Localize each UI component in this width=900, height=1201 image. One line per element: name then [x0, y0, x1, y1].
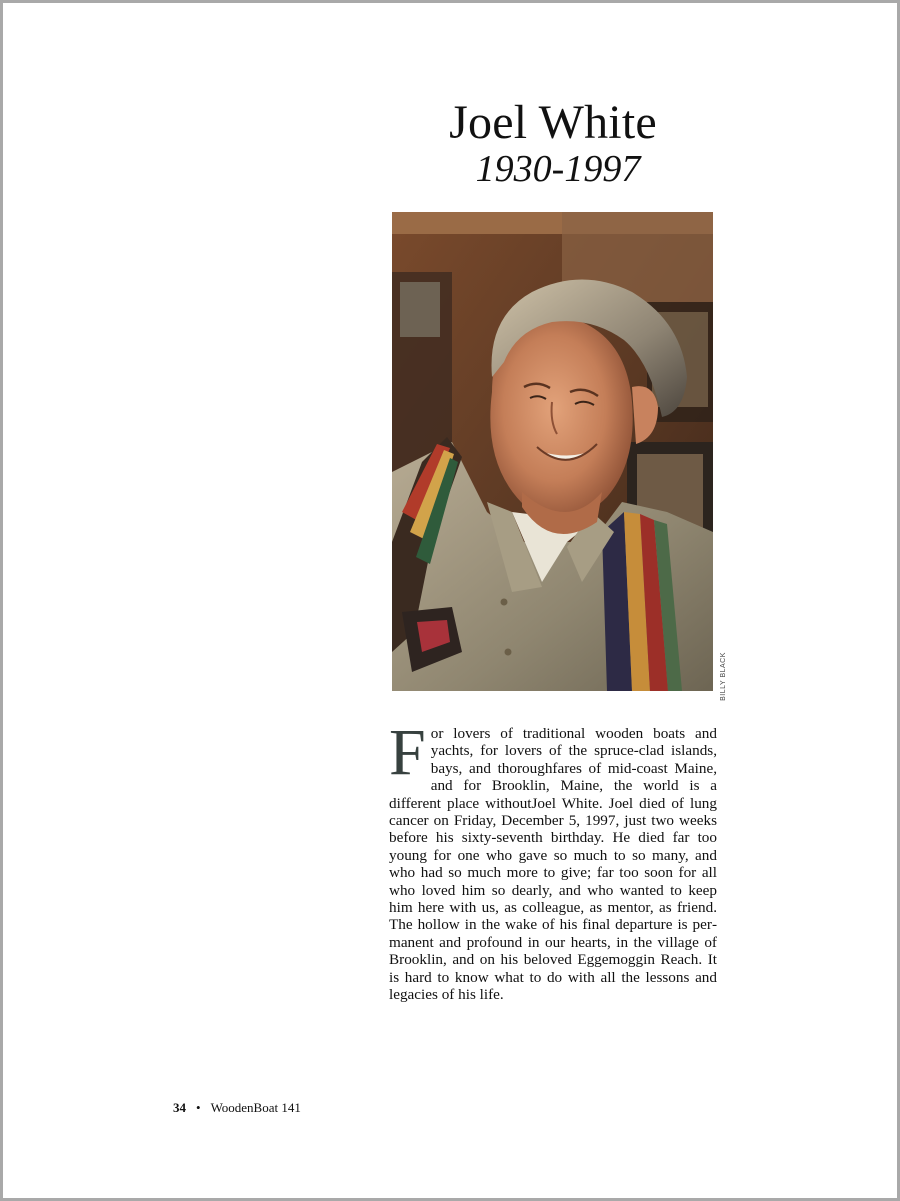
life-dates: 1930-1997: [475, 148, 641, 190]
article-text: or lovers of traditional wooden boats and yachts, for lovers of the spruce-clad islands, bays, and thoroughfares of mid-coast Maine, and for Brooklin, Maine, the world is a different place withoutJoel White. Joel died of lung cancer on Friday, December 5, 1997, just two weeks before his sixty-seventh birthday. He died far too young for one who gave so much to so many, and who had so much more to give; far too soon for all who loved him so dearly, and who wanted to keep him here with us, as colleague, as mentor, as friend. The hollow in the wake of his final departure is permanent and profound in our hearts, in the village of Brooklin, and on his beloved Eggemoggin Reach. It is hard to know what to do with all the lessons and legacies of his life.: [389, 725, 717, 1004]
drop-cap: F: [389, 716, 426, 789]
page-footer: [173, 1100, 301, 1116]
footer-bullet: •: [196, 1100, 201, 1115]
photo-credit: BILLY BLACK: [719, 652, 727, 701]
page-number: 34: [173, 1100, 186, 1115]
portrait-photo: [392, 212, 713, 691]
page-title: Joel White: [449, 96, 657, 149]
publication-name: WoodenBoat 141: [210, 1100, 301, 1115]
article-body: [389, 716, 717, 1004]
portrait-illustration: [392, 212, 713, 691]
